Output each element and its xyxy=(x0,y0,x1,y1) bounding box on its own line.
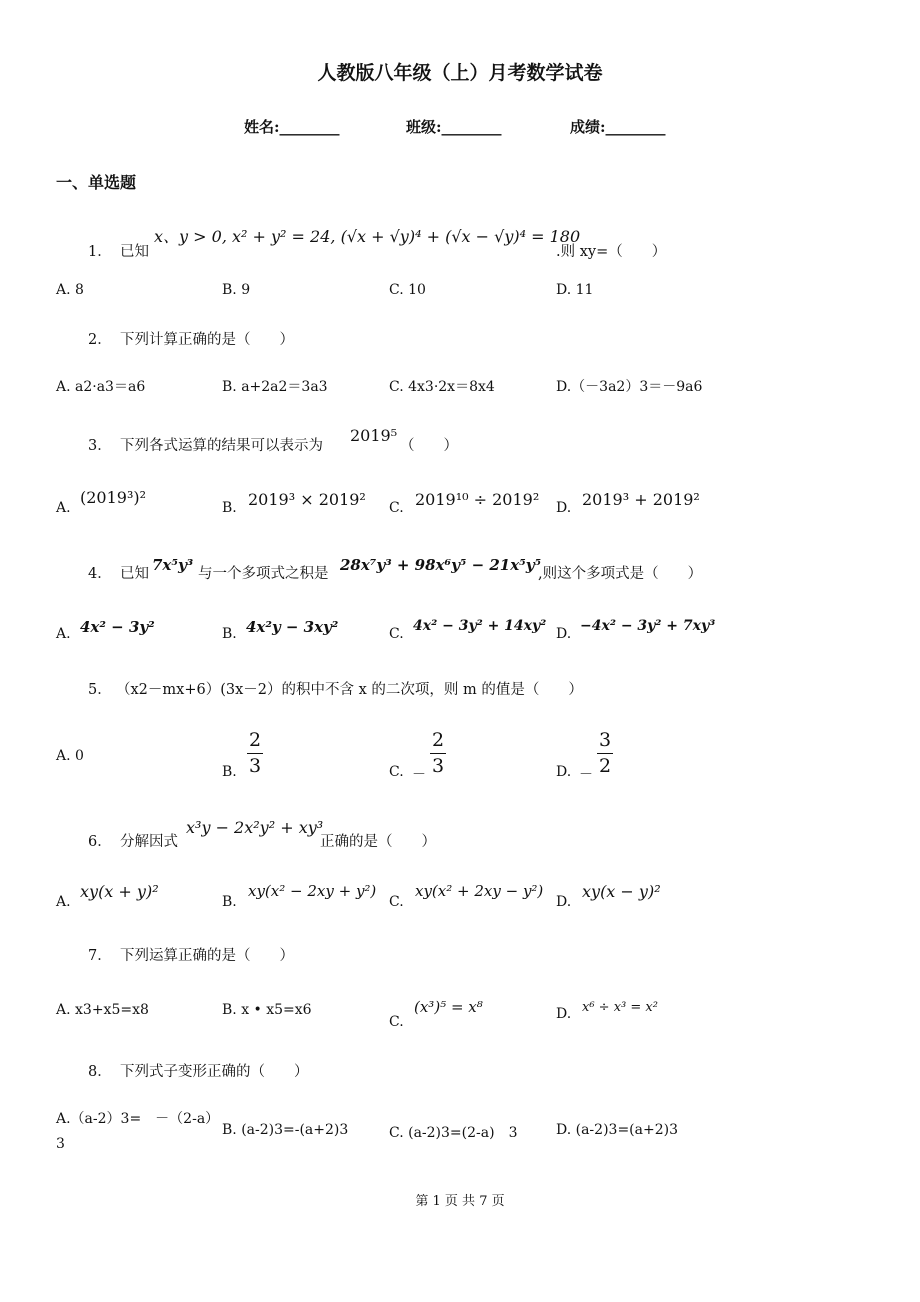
denominator: 2 xyxy=(598,754,612,777)
option-a: A. x3+x5=x8 xyxy=(56,1002,149,1018)
numerator: 3 xyxy=(598,729,612,751)
option-c: 2019¹⁰ ÷ 2019² xyxy=(415,490,540,509)
option-c-label: C. xyxy=(389,894,404,910)
option-a: A. a2·a3＝a6 xyxy=(56,379,146,395)
denominator: 3 xyxy=(248,754,262,777)
question-number: 1． xyxy=(88,244,112,260)
option-b-label: B. xyxy=(222,626,237,642)
question-text: 分解因式 xyxy=(120,834,178,850)
option-c: C. 10 xyxy=(389,282,426,298)
question-text: 下列式子变形正确的（ ） xyxy=(120,1064,309,1080)
question-text-tail: ,则这个多项式是（ ） xyxy=(538,566,703,582)
question-number: 8． xyxy=(88,1064,112,1080)
question-text-tail: （ ） xyxy=(400,438,458,454)
option-b: B. a+2a2＝3a3 xyxy=(222,379,328,395)
option-c: 4x² − 3y² + 14xy² xyxy=(413,618,547,634)
option-a: A. 8 xyxy=(56,282,84,298)
option-b: B. 9 xyxy=(222,282,251,298)
option-b: xy(x² − 2xy + y²) xyxy=(248,882,377,900)
minus-sign: － xyxy=(579,767,593,783)
question-number: 3． xyxy=(88,438,112,454)
question-text: （x2－mx+6）(3x－2）的积中不含 x 的二次项，则 m 的值是（ ） xyxy=(116,682,583,698)
option-d: 2019³ + 2019² xyxy=(582,490,700,509)
option-d-label: D. xyxy=(556,764,572,780)
question-formula: x³y − 2x²y² + xy³ xyxy=(186,818,324,837)
option-c: (x³)⁵ = x⁸ xyxy=(414,998,483,1016)
question-number: 7． xyxy=(88,948,112,964)
question-text: 下列计算正确的是（ ） xyxy=(120,332,294,348)
option-d: D. (a-2)3=(a+2)3 xyxy=(556,1122,678,1138)
section-heading: 一、单选题 xyxy=(56,173,137,192)
option-d: −4x² − 3y² + 7xy³ xyxy=(580,618,716,634)
option-b-label: B. xyxy=(222,764,237,780)
question-formula: 2019⁵ xyxy=(350,426,398,445)
option-c: C. 4x3·2x＝8x4 xyxy=(389,379,495,395)
option-a-label: A. xyxy=(56,894,71,910)
option-b: B. (a-2)3=-(a+2)3 xyxy=(222,1122,349,1138)
question-formula-product: 28x⁷y³ + 98x⁶y⁵ − 21x⁵y⁵ xyxy=(340,556,542,574)
option-a: 4x² − 3y² xyxy=(80,618,155,636)
option-d: D. 11 xyxy=(556,282,594,298)
option-a-label: A. xyxy=(56,626,71,642)
question-text-tail: 正确的是（ ） xyxy=(320,834,436,850)
page-footer: 第 1 页 共 7 页 xyxy=(415,1194,505,1209)
option-d-label: D. xyxy=(556,500,572,516)
question-text-tail: .则 xy=（ ） xyxy=(556,244,667,260)
option-b: B. x • x5=x6 xyxy=(222,1002,312,1018)
numerator: 2 xyxy=(248,729,262,751)
question-number: 5． xyxy=(88,682,112,698)
option-a-label: A. xyxy=(56,500,71,516)
name-field-label: 姓名:________ xyxy=(244,118,340,136)
option-b-label: B. xyxy=(222,894,237,910)
option-b-fraction xyxy=(247,730,263,777)
question-text-mid: 与一个多项式之积是 xyxy=(198,566,329,582)
question-text: 下列各式运算的结果可以表示为 xyxy=(120,438,323,454)
option-c-label: C. xyxy=(389,500,404,516)
option-d-fraction xyxy=(597,730,613,777)
numerator: 2 xyxy=(431,729,445,751)
exam-title: 人教版八年级（上）月考数学试卷 xyxy=(317,62,603,84)
question-number: 6． xyxy=(88,834,112,850)
question-number: 4． xyxy=(88,566,112,582)
option-d-label: D. xyxy=(556,1006,572,1022)
option-a-continued: 3 xyxy=(56,1136,65,1152)
question-text: 已知 xyxy=(120,566,149,582)
question-formula: x、y > 0, x² + y² = 24, (√x + √y)⁴ + (√x − √y)⁴ = 180 xyxy=(154,227,581,246)
option-a: xy(x + y)² xyxy=(80,882,159,901)
option-b: 4x²y − 3xy² xyxy=(246,618,339,636)
option-b: 2019³ × 2019² xyxy=(248,490,366,509)
option-c-label: C. xyxy=(389,1014,404,1030)
option-d-label: D. xyxy=(556,626,572,642)
option-d: x⁶ ÷ x³ = x² xyxy=(582,1000,658,1015)
question-text: 已知 xyxy=(120,244,149,260)
question-number: 2． xyxy=(88,332,112,348)
option-c-fraction xyxy=(430,730,446,777)
option-a: A. 0 xyxy=(56,748,84,764)
option-d-label: D. xyxy=(556,894,572,910)
denominator: 3 xyxy=(431,754,445,777)
option-b-label: B. xyxy=(222,500,237,516)
option-d: D.（－3a2）3＝－9a6 xyxy=(556,379,703,395)
option-a: A.（a-2）3= －（2-a） xyxy=(56,1111,220,1127)
option-a: (2019³)² xyxy=(80,488,147,507)
class-field-label: 班级:________ xyxy=(406,118,502,136)
question-formula-monomial: 7x⁵y³ xyxy=(152,556,194,574)
minus-sign: － xyxy=(412,767,426,783)
option-c: xy(x² + 2xy − y²) xyxy=(415,882,544,900)
option-c-label: C. xyxy=(389,626,404,642)
option-c: C. (a-2)3=(2-a) 3 xyxy=(389,1125,518,1141)
option-c-label: C. xyxy=(389,764,404,780)
score-field-label: 成绩:________ xyxy=(570,118,666,136)
option-d: xy(x − y)² xyxy=(582,882,661,901)
question-text: 下列运算正确的是（ ） xyxy=(120,948,294,964)
